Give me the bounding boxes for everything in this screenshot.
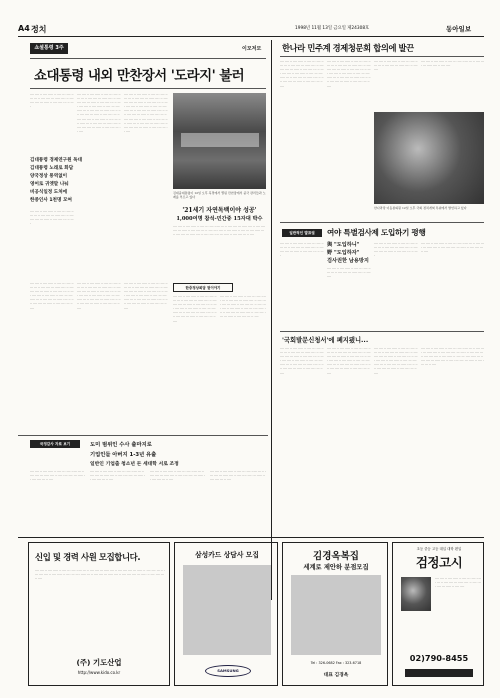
ad1-body: ···· ···· ·· ···· ····· ·· ···· ··· ···· ····· ··· ·· ···· ···· ··· ····· ···· ·· ···· ···· ···· ··· ····· ·· ···· ···· ··· ·· ···· ···· ···· ·· ···· ····· ·· ···· ··· ···· ····· ··· ·· ···· ···· ··· ····· ···· ·· ···· ···· ···· ··· ····· ·· ···· ···· ··· ·· ···· — [35, 569, 165, 582]
lower-col-4: ···· ···· ·· ···· ····· ·· ···· ··· ···· ····· ··· ·· ···· ···· ··· ····· ···· ·· ···· ···· ···· ··· ····· ·· ···· ···· ··· ·· ···· — [210, 470, 266, 483]
ad-restaurant[interactable] — [282, 542, 388, 686]
right-divider-1 — [280, 222, 484, 223]
lower-headline-3: 일반인 기업출 청소년 돈 세대학 서로 조정 — [90, 462, 179, 467]
right-photo — [374, 112, 484, 204]
box3-col-2: ···· ···· ·· ···· ····· ·· ···· ··· ···· ····· ··· ·· ···· ···· ··· ····· ···· ·· ···· ···· ···· ··· ····· ·· ···· ···· ··· ·· ···· ···· ···· ·· ···· ····· ·· ···· ··· ···· ····· ··· ·· ···· ···· ··· ····· ···· ·· ···· ···· ···· ··· ····· ·· ···· ···· ··· ·· ···· — [327, 347, 371, 376]
box3-col-3: ···· ···· ·· ···· ····· ·· ···· ··· ···· ····· ··· ·· ···· ···· ··· ····· ···· ·· ···· ···· ···· ··· ····· ·· ···· ···· ··· ·· ···· ···· ···· ·· ···· ····· ·· ···· ··· ···· ····· ··· ·· ···· ···· ··· ····· ···· ·· ···· ···· ···· ··· ····· ·· ···· ···· ··· ·· ···· — [374, 347, 418, 376]
ad3-body — [291, 575, 381, 655]
body-col-9: ···· ···· ·· ···· ····· ·· ···· ··· ···· ····· ··· ·· ···· ···· ··· ····· ···· ·· ···· ···· ···· ··· ····· ·· ···· ···· ··· ·· ···· ···· ···· ·· ···· ····· ·· ···· ··· ···· ····· ··· ·· ···· ···· ··· ····· ···· ·· ···· ···· ···· ··· ····· ·· ···· ···· ··· ·· ···· — [220, 295, 266, 320]
sidebar-item: 비공식일정 도처에 — [30, 190, 68, 195]
body-col-1b: ···· ···· ·· ···· ····· ·· ···· ··· ···· ····· ··· ·· ···· ···· ··· ····· ···· ·· ···· ···· ···· ··· ····· ·· ···· ···· ··· ·· ···· — [30, 210, 74, 227]
body-col-7: ···· ···· ·· ···· ····· ·· ···· ··· ···· ····· ··· ·· ···· ···· ··· ····· ···· ·· ···· ···· ···· ··· ····· ·· ···· ···· ··· ·· ···· ···· ···· ·· ···· ····· ·· ···· ··· ···· ····· ··· ·· ···· ···· ··· ····· ···· ·· ···· ···· ···· ··· ····· ·· ···· ···· ··· ·· ···· — [124, 282, 168, 311]
photo-caption: 김대중대통령이 12일 오후 북경에서 열린 만찬장에서 중국 관리들과 노래를 부르고 있다 — [173, 191, 266, 200]
pull-quote-2: 1,000여명 참석-민간중 15자대 박수 — [176, 216, 263, 222]
ad1-company: (주) 기도산업 — [76, 658, 122, 667]
ad1-url[interactable]: http://www.kido.co.kr — [77, 670, 121, 675]
box2-headline: 여야 특별검사제 도입하기 평행 — [327, 228, 426, 237]
sidebar-item: 김대통령 경제연구원 독대 — [30, 158, 83, 163]
ad3-subtitle: 세계로 제안하 분점모집 — [303, 564, 369, 571]
ads-rule — [18, 537, 484, 538]
right-photo-caption: 한나라당 이동룡의원 12일 오후 국회 정치개혁 특위에서 발언하고 있다 — [374, 206, 467, 210]
box2-col-3: ···· ···· ·· ···· ····· ·· ···· ··· ···· ····· ··· ·· ···· ···· ··· ····· ···· ·· ···· ···· ···· ··· ····· ·· ···· ···· ··· ·· ···· — [374, 242, 418, 259]
byline: 이모저모 — [242, 46, 262, 52]
ad3-title: 김경옥복집 — [313, 551, 359, 562]
ad2-title: 삼성카드 상담사 모집 — [195, 551, 259, 559]
right-col-4: ···· ···· ·· ···· ····· ·· ···· ··· ···· ····· ··· ·· ···· ···· ··· ····· ···· ·· ···· ···· — [421, 60, 484, 69]
lower-col-1: ···· ···· ·· ···· ····· ·· ···· ··· ···· ····· ··· ·· ···· ···· ··· ····· ···· ·· ···· ···· ···· ··· ····· ·· ···· ···· ··· ·· ···· — [30, 470, 85, 483]
ad-exam[interactable] — [392, 542, 484, 686]
ad4-footer-bar — [405, 669, 473, 677]
ad2-table — [183, 565, 271, 655]
ad4-portrait — [401, 577, 431, 611]
main-headline: 쇼대통령 내외 만찬장서 '도라지' 불러 — [34, 68, 245, 84]
box2-quote-2: 野 "도입하자" — [327, 250, 360, 256]
lower-col-2: ···· ···· ·· ···· ····· ·· ···· ··· ···· ····· ··· ·· ···· ···· ··· ····· ···· ·· ···· ···· ···· ··· ····· ·· ···· ···· ··· ·· ···· — [90, 470, 145, 483]
lower-headline-2: 기업인들 아버지 1-3년 유출 — [90, 452, 157, 458]
kicker-rule — [30, 58, 266, 59]
headline-rule — [30, 88, 266, 89]
box3-headline: '국회발문신청서'에 폐지됐니... — [282, 337, 369, 344]
sidebar-item: 양국정상 통역없이 — [30, 174, 68, 179]
box2-quote-1: 與 "도입하니" — [327, 242, 360, 248]
box2-quote-3: 검사권한 남용방지 — [327, 258, 369, 264]
ad4-title: 검정고시 — [415, 555, 463, 570]
sidebar-item: 영어로 귀엣말 나눠 — [30, 182, 69, 187]
section-name: 정치 — [31, 25, 47, 34]
right-col-1: ···· ···· ·· ···· ····· ·· ···· ··· ···· ····· ··· ·· ···· ···· ··· ····· ···· ·· ···· ···· ···· ··· ····· ·· ···· ···· ··· ·· ···· ···· ···· ·· ···· ····· ·· ···· ··· ···· ····· ··· ·· ···· ···· ··· ····· ···· ·· ···· ···· ···· ··· ····· ·· ···· ···· ··· ·· ···· — [280, 60, 324, 89]
main-photo — [173, 93, 266, 189]
body-col-1: ···· ···· ·· ···· ····· ·· ···· ··· ···· ····· ··· ·· ···· ···· ··· ····· ···· ·· ···· ···· ···· ··· ····· ·· ···· ···· ··· ·· ···· — [30, 93, 74, 110]
column-divider — [271, 40, 272, 600]
lower-col-3: ···· ···· ·· ···· ····· ·· ···· ··· ···· ····· ··· ·· ···· ···· ··· ····· ···· ·· ···· ···· ···· ··· ····· ·· ···· ···· ··· ·· ···· — [150, 470, 205, 483]
lower-headline-1: 도미 범위인 수사 출마지로 — [90, 442, 152, 448]
box3-col-4: ···· ···· ·· ···· ····· ·· ···· ··· ···· ····· ··· ·· ···· ···· ··· ····· ···· ·· ···· ···· ···· ··· ····· ·· ···· ···· ··· ·· ···· ···· ···· ·· ···· ····· ·· ···· ··· ···· ····· ··· ·· ···· ···· ··· ····· ···· ·· ···· ···· ···· ··· ····· ·· ···· ···· ··· ·· ···· — [421, 347, 484, 368]
sidebar-item: 한중인사 1천명 모여 — [30, 198, 72, 203]
body-col-8: ···· ···· ·· ···· ····· ·· ···· ··· ···· ····· ··· ·· ···· ···· ··· ····· ···· ·· ···· ···· ···· ··· ····· ·· ···· ···· ··· ·· ···· ···· ···· ·· ···· ····· ·· ···· ··· ···· ····· ··· ·· ···· ···· ··· ····· ···· ·· ···· ···· ···· ··· ····· ·· ···· ···· ··· ·· ···· — [173, 295, 217, 324]
ad1-title: 신입 및 경력 사원 모집합니다. — [35, 552, 141, 562]
box3-col-1: ···· ···· ·· ···· ····· ·· ···· ··· ···· ····· ··· ·· ···· ···· ··· ····· ···· ·· ···· ···· ···· ··· ····· ·· ···· ···· ··· ·· ···· ···· ···· ·· ···· ····· ·· ···· ··· ···· ····· ··· ·· ···· ···· ··· ····· ···· ·· ···· ···· ···· ··· ····· ·· ···· ···· ··· ·· ···· — [280, 347, 324, 376]
subhead-box: 한중정상회담 뒷이야기 — [173, 283, 233, 292]
right-headline: 한나라 민주계 경제청문회 합의에 발끈 — [282, 43, 414, 53]
body-col-2: ···· ···· ·· ···· ····· ·· ···· ··· ···· ····· ··· ·· ···· ···· ··· ····· ···· ·· ···· ···· ···· ··· ····· ·· ···· ···· ··· ·· ···· ···· ···· ·· ···· ····· ·· ···· ··· ···· ····· ··· ·· ···· ···· ··· ····· ···· ·· ···· ···· ···· ··· ····· ·· ···· ···· ··· ·· ···· ···· ···· ·· ···· ····· ·· ···· ··· ···· ····· ··· ·· ···· ···· ··· ····· ···· ·· ···· ···· ···· ··· ····· ·· ···· ···· ··· ·· ···· — [77, 93, 121, 134]
ad4-phone[interactable]: 02)790-8455 — [409, 653, 469, 663]
right-headline-rule — [280, 56, 484, 57]
body-col-6: ···· ···· ·· ···· ····· ·· ···· ··· ···· ····· ··· ·· ···· ···· ··· ····· ···· ·· ···· ···· ···· ··· ····· ·· ···· ···· ··· ·· ···· ···· ···· ·· ···· ····· ·· ···· ··· ···· ····· ··· ·· ···· ···· ··· ····· ···· ·· ···· ···· ···· ··· ····· ·· ···· ···· ··· ·· ···· — [77, 282, 121, 311]
lower-divider — [18, 435, 268, 436]
kicker-badge: 쇼셜통령 3주 — [30, 43, 68, 54]
dateline: 1998년 11월 13일 금요일 제24308호 — [295, 26, 370, 31]
paper-name: 동아일보 — [446, 25, 472, 33]
right-col-3: ···· ···· ·· ···· ····· ·· ···· ··· ···· ····· ··· ·· ···· ···· ··· ····· ···· ·· ···· ···· — [374, 60, 418, 73]
right-col-2: ···· ···· ·· ···· ····· ·· ···· ··· ···· ····· ··· ·· ···· ···· ··· ····· ···· ·· ···· ···· ···· ··· ····· ·· ···· ···· ··· ·· ···· ···· ···· ·· ···· ····· ·· ···· ··· ···· ····· ··· ·· ···· ···· ··· ····· ···· ·· ···· ···· ···· ··· ····· ·· ···· ···· ··· ·· ···· — [327, 60, 371, 89]
ad4-top: 초등 중등 고등 대입 대학 편입 — [416, 547, 462, 551]
box2-col-4: ···· ···· ·· ···· ····· ·· ···· ··· ···· ····· ··· ·· ···· ···· ··· ····· ···· ·· ···· ···· ···· ··· ····· ·· ···· ···· ··· ·· ···· — [421, 242, 484, 255]
box2-kicker: 일반적인 발표권 — [282, 229, 322, 237]
ad4-body: ···· ···· ·· ···· ····· ·· ···· ··· ···· ····· ··· ·· ···· ···· ··· ····· ···· ·· ···· ···· ···· ··· ····· ·· ···· ···· — [435, 577, 481, 590]
ad-samsung[interactable] — [174, 542, 278, 686]
samsung-logo: SAMSUNG — [205, 665, 251, 677]
right-divider-2 — [280, 331, 484, 332]
box2-col-2: ···· ···· ·· ···· ····· ·· ···· ··· ···· ····· ··· ·· ···· ···· ··· ····· ···· ·· ···· ···· — [327, 267, 371, 280]
ad3-phone: Tel : 326-0682 Fax : 323-6718 — [310, 661, 362, 665]
lower-bar: 국정감사 자료 보기 — [30, 440, 80, 448]
body-col-5: ···· ···· ·· ···· ····· ·· ···· ··· ···· ····· ··· ·· ···· ···· ··· ····· ···· ·· ···· ···· ···· ··· ····· ·· ···· ···· ··· ·· ···· ···· ···· ·· ···· ····· ·· ···· ··· ···· ····· ··· ·· ···· ···· ··· ····· ···· ·· ···· ···· ···· ··· ····· ·· ···· ···· ··· ·· ···· — [30, 282, 74, 311]
sidebar-list — [30, 157, 83, 205]
page-number: A4 — [18, 24, 30, 33]
ad-recruit[interactable] — [28, 542, 170, 686]
pull-quote-1: '21세기 자연독백이야 성공' — [182, 207, 257, 214]
body-col-3: ···· ···· ·· ···· ····· ·· ···· ··· ···· ····· ··· ·· ···· ···· ··· ····· ···· ·· ···· ···· ···· ··· ····· ·· ···· ···· ··· ·· ···· ···· ···· ·· ···· ····· ·· ···· ··· ···· ····· ··· ·· ···· ···· ··· ····· ···· ·· ···· ···· ···· ··· ····· ·· ···· ···· ··· ·· ···· ···· ···· ·· ···· ····· ·· ···· ··· ···· ····· ··· ·· ···· ···· ··· ····· ···· ·· ···· ···· ···· ··· ····· ·· ···· ···· ··· ·· ···· — [124, 93, 168, 134]
box2-col-1: ···· ···· ·· ···· ····· ·· ···· ··· ···· ····· ··· ·· ···· ···· ··· ····· ···· ·· ···· ···· ···· ··· ····· ·· ···· ···· ··· ·· ···· — [280, 242, 324, 259]
body-col-4: ···· ···· ·· ···· ····· ·· ···· ··· ···· ····· ··· ·· ···· ···· ··· ····· ···· ·· ···· ···· ···· ··· ····· ·· ···· ···· ··· ·· ···· ···· ···· ·· ···· ····· ·· ···· ··· ···· ····· ··· ·· ···· ···· ··· ····· ···· ·· ···· ···· ···· ··· ····· ·· ···· ···· ··· ·· ···· — [173, 225, 266, 238]
header-rule — [18, 36, 484, 37]
sidebar-item: 김대통령 노래로 화답 — [30, 166, 74, 171]
ad3-footer: 대표 김경옥 — [323, 673, 349, 678]
